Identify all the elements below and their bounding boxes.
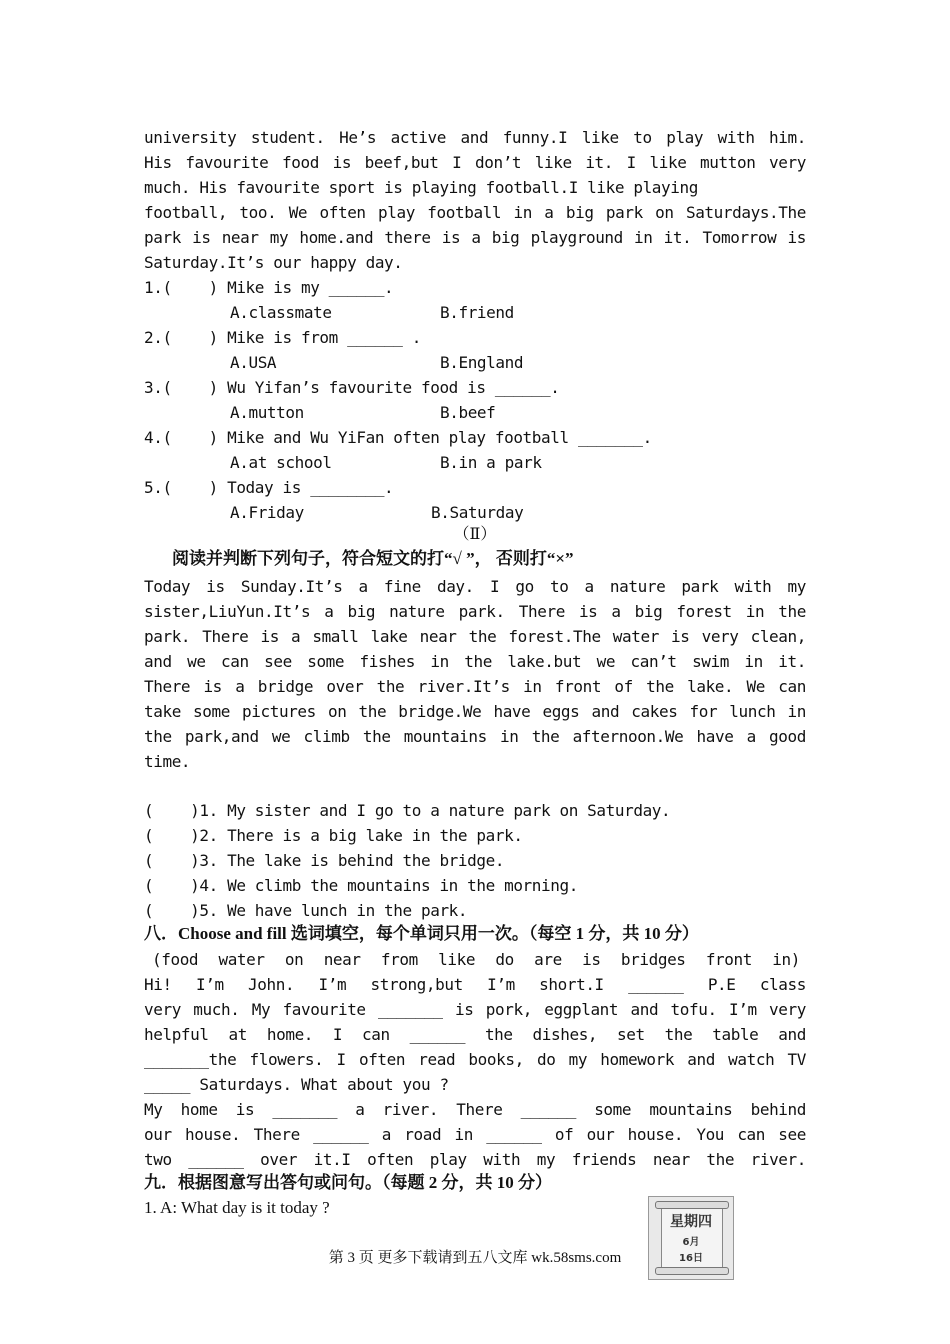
option-b: B.England [440,353,524,372]
passage-line: time. [144,752,191,771]
passage-line: park. There is a small lake near the forest.The water is very clean, [144,627,806,646]
passage-line: Saturday.It’s our happy day. [144,253,403,272]
statement: ( )5. We have lunch in the park. [144,901,468,920]
passage-line: and we can see some fishes in the lake.but we can’t swim in it. [144,652,806,671]
section-9-heading: 九．根据图意写出答句或问句。（每题 2 分，共 10 分） [144,1173,552,1192]
calendar-picture [648,1196,734,1280]
passage-line: two ______ over it.I often play with my friends near the river. [144,1150,806,1169]
option-a: A.mutton [230,403,304,422]
statement: ( )4. We climb the mountains in the morning. [144,876,578,895]
passage-line: the park,and we climb the mountains in the afternoon.We have a good [144,727,806,746]
option-a: A.USA [230,353,277,372]
passage-line: sister,LiuYun.It’s a big nature park. There is a big forest in the [144,602,806,621]
part2-instruction: 阅读并判断下列句子，符合短文的打“√ ”， 否则打“×” [172,549,574,568]
passage-line: university student. He’s active and funny.I like to play with him. [144,128,806,147]
passage-line: very much. My favourite _______ is pork, eggplant and tofu. I’m very [144,1000,806,1019]
statement: ( )2. There is a big lake in the park. [144,826,523,845]
option-b: B.in a park [440,453,542,472]
passage-line: take some pictures on the bridge.We have eggs and cakes for lunch in [144,702,806,721]
passage-line: There is a bridge over the river.It’s in front of the lake. We can [144,677,806,696]
passage-line: our house. There ______ a road in ______ of our house. You can see [144,1125,806,1144]
statement: ( )1. My sister and I go to a nature park on Saturday. [144,801,671,820]
statement: ( )3. The lake is behind the bridge. [144,851,505,870]
passage-line: park is near my home.and there is a big playground in it. Tomorrow is [144,228,806,247]
option-b: B.Saturday [431,503,524,522]
question-stem: 5.( ) Today is ________. [144,478,394,497]
option-a: A.at school [230,453,332,472]
passage-line: helpful at home. I can ______ the dishes, set the table and [144,1025,806,1044]
passage-line: His favourite food is beef,but I don’t like it. I like mutton very [144,153,806,172]
scroll-roll-bottom [655,1267,729,1275]
option-a: A.Friday [230,503,304,522]
passage-line: Today is Sunday.It’s a fine day. I go to a nature park with my [144,577,806,596]
passage-line: much. His favourite sport is playing football.I like playing [144,178,698,197]
question-stem: 2.( ) Mike is from ______ . [144,328,421,347]
calendar-month: 6月 [682,1237,700,1248]
passage-line: football, too. We often play football in a big park on Saturdays.The [144,203,806,222]
scroll-roll-top [655,1201,729,1209]
passage-line: _____ Saturdays. What about you ? [144,1075,449,1094]
question-1: 1. A: What day is it today ? [144,1198,330,1217]
section-8-heading: 八．Choose and fill 选词填空，每个单词只用一次。（每空 1 分，共 10 分） [144,924,699,943]
calendar-date: 16日 [679,1253,703,1264]
calendar-day: 星期四 [670,1214,712,1230]
passage-line: My home is _______ a river. There ______ some mountains behind [144,1100,806,1119]
passage-line: Hi! I’m John. I’m strong,but I’m short.I ______ P.E class [144,975,806,994]
part-label: （Ⅱ） [453,526,497,543]
word-bank: (food water on near from like do are is bridges front in) [152,950,800,969]
passage-line: _______the flowers. I often read books, do my homework and watch TV [144,1050,806,1069]
question-stem: 4.( ) Mike and Wu YiFan often play football _______. [144,428,652,447]
option-a: A.classmate [230,303,332,322]
option-b: B.friend [440,303,514,322]
question-stem: 3.( ) Wu Yifan’s favourite food is ______. [144,378,560,397]
page-footer: 第 3 页 更多下载请到五八文库 wk.58sms.com [328,1250,622,1266]
question-stem: 1.( ) Mike is my ______. [144,278,394,297]
option-b: B.beef [440,403,496,422]
